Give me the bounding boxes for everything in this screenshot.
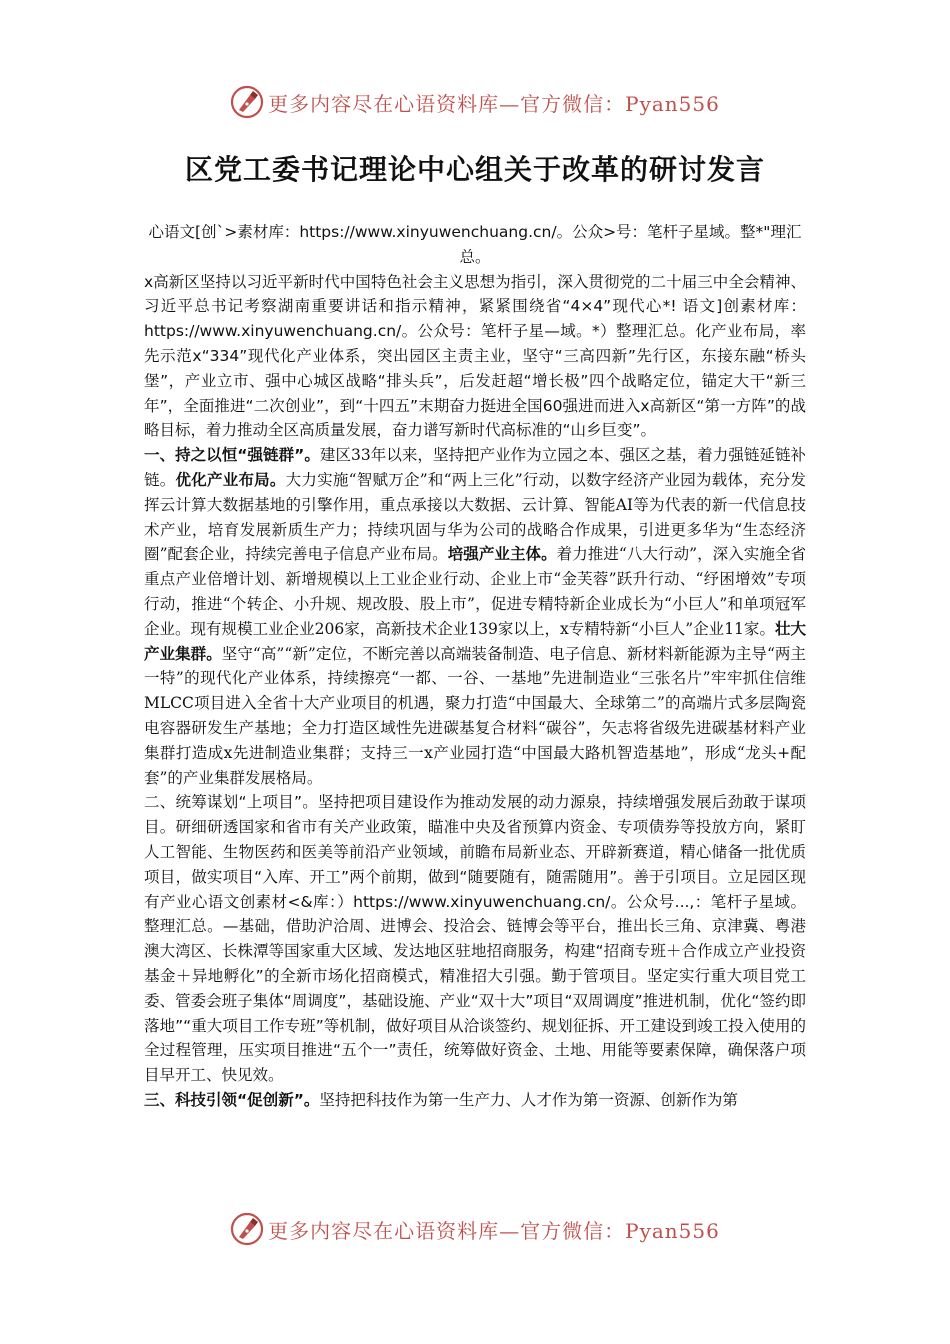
section-one-subheading-2: 培强产业主体。 <box>447 545 557 564</box>
banner-text: 更多内容尽在心语资料库—官方微信：Pyan556 <box>268 91 720 116</box>
page-title: 区党工委书记理论中心组关于改革的研讨发言 <box>184 153 765 186</box>
footer-banner <box>0 1209 950 1249</box>
section-one-text-2: 大力实施“智赋万企”和“两上三化”行动，以数字经济产业园为载体，充分发挥云计算大数据基地的引擎作用，重点承接以大数据、云计算、智能AI等为代表的新一代信息技术产业，培育发展新质生产力；持续巩固与华为公司的战略合作成果，引进更多华为“生态经济圈”配套企业，持续完善电子信息产业布局。 <box>144 470 806 564</box>
section-three-paragraph <box>144 1088 806 1113</box>
header-banner <box>0 82 950 122</box>
document-body <box>144 220 806 1113</box>
pen-nib-logo-icon <box>230 85 264 119</box>
section-one-subheading-1: 优化产业布局。 <box>175 470 286 489</box>
section-one-subheading-3: 壮大产业集群。 <box>144 619 806 663</box>
section-one-heading: 一、持之以恒“强链群”。 <box>144 446 320 465</box>
source-note: 心语文[创`>素材库：https://www.xinyuwenchuang.cn/。公众>号：笔杆子星域。整*"理汇总。 <box>148 223 802 266</box>
section-three-heading: 三、科技引领“促创新”。 <box>144 1090 320 1109</box>
section-one-text-1: 建区33年以来，坚持把产业作为立园之本、强区之基，着力强链延链补链。 <box>144 446 806 489</box>
section-two-paragraph: 二、统筹谋划“上项目”。坚持把项目建设作为推动发展的动力源泉，持续增强发展后劲敢于谋项目。研细研透国家和省市有关产业政策，瞄准中央及省预算内资金、专项债券等投放方向，紧盯人工智能、生物医药和医美等前沿产业领域，前瞻布局新业态、开辟新赛道，精心储备一批优质项目，做实项目“入库、开工”两个前期，做到“随要随有，随需随用”。善于引项目。立足园区现有产业心语文创素材<&库：）https://www.xinyuwenchuang.cn/。公众号...,：笔杆子星域。整理汇总。—基础，借助沪洽周、进博会、投洽会、链博会等平台，推出长三角、京津冀、粤港澳大湾区、长株潭等国家重大区域、发达地区驻地招商服务，构建“招商专班＋合作成立产业投资基金＋异地孵化”的全新市场化招商模式，精准招大引强。勤于管项目。坚定实行重大项目党工委、管委会班子集体“周调度”，基础设施、产业“双十大”项目“双周调度”推进机制，优化“签约即落地”“重大项目工作专班”等机制，做好项目从洽谈签约、规划征拆、开工建设到竣工投入使用的全过程管理，压实项目推进“五个一”责任，统筹做好资金、土地、用能等要素保障，确保落户项目早开工、快见效。 <box>144 793 806 1085</box>
section-one-paragraph <box>144 443 806 790</box>
pen-nib-logo-icon <box>230 1212 264 1246</box>
section-three-text-1: 坚持把科技作为第一生产力、人才作为第一资源、创新作为第 <box>319 1090 738 1109</box>
section-one-text-4: 坚守“高”“新”定位，不断完善以高端装备制造、电子信息、新材料新能源为主导“两主一特”的现代化产业体系，持续擦亮“一都、一谷、一基地”先进制造业“三张名片”牢牢抓住信维MLCC项目进入全省十大产业项目的机遇，聚力打造“中国最大、全球第二”的高端片式多层陶瓷电容器研发生产基地；全力打造区域性先进碳基复合材料“碳谷”，矢志将省级先进碳基材料产业集群打造成x先进制造业集群；支持三一x产业园打造“中国最大路机智造基地”，形成“龙头+配套”的产业集群发展格局。 <box>144 644 806 787</box>
banner-text: 更多内容尽在心语资料库—官方微信：Pyan556 <box>268 1218 720 1243</box>
intro-paragraph: x高新区坚持以习近平新时代中国特色社会主义思想为指引，深入贯彻党的二十届三中全会精神、习近平总书记考察湖南重要讲话和指示精神，紧紧围绕省“4×4”现代心*! 语文]创素材库：https://www.xinyuwenchuang.cn/。公众号：笔杆子星—域。*）整理汇总。化产业布局，率先示范x“334”现代化产业体系，突出园区主责主业，坚守“三高四新”先行区，东接东融“桥头堡”，产业立市、强中心城区战略“排头兵”，后发赶超“增长极”四个战略定位，锚定大干“新三年”，全面推进“二次创业”，到“十四五”末期奋力挺进全国60强进而进入x高新区“第一方阵”的战略目标，着力推动全区高质量发展，奋力谱写新时代高标准的“山乡巨变”。 <box>144 272 806 440</box>
section-one-text-3: 着力推进“八大行动”，深入实施全省重点产业倍增计划、新增规模以上工业企业行动、企业上市“金芙蓉”跃升行动、“纾困增效”专项行动，推进“个转企、小升规、规改股、股上市”，促进专精特新企业成长为“小巨人”和单项冠军企业。现有规模工业企业206家，高新技术企业139家以上，x专精特新“小巨人”企业11家。 <box>144 545 806 638</box>
